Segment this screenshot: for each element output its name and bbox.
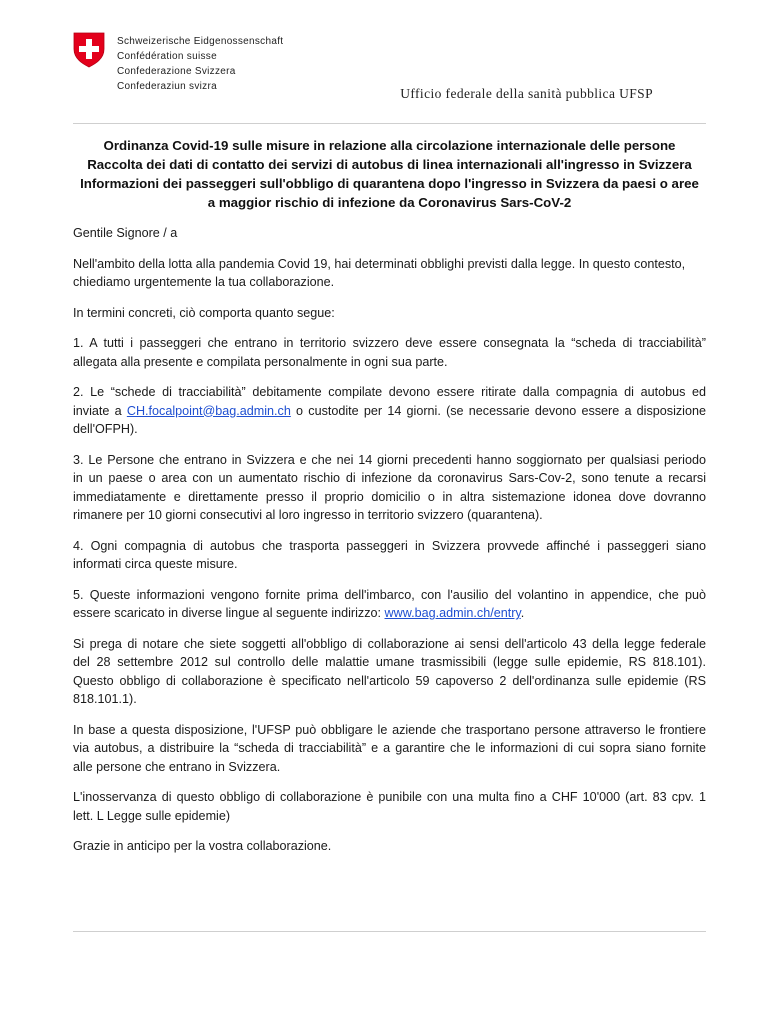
text-segment: . [520, 606, 525, 620]
paragraph-disposition [73, 721, 706, 777]
focalpoint-email-link[interactable]: CH.focalpoint@bag.admin.ch [126, 403, 291, 418]
paragraph-point-4 [73, 537, 706, 574]
paragraph-line: 1. A tutti i passeggeri che entrano in territorio svizzero deve essere consegnata la “scheda di tracciabilità” [73, 336, 706, 350]
text-segment: inviate a [73, 403, 127, 418]
paragraph-line: Si prega di notare che siete soggetti all'obbligo di collaborazione ai sensi dell'articolo 43 della legge federale [73, 636, 706, 651]
paragraph-line: chiediamo urgentemente la tua collaborazione. [73, 275, 335, 289]
paragraph-line: Questo obbligo di collaborazione è specificato nell'articolo 59 capoverso 2 dell'ordinanza sulle epidemie (RS [73, 673, 706, 688]
paragraph-line: Nell'ambito della lotta alla pandemia Covid 19, hai determinati obblighi previsti dalla legge. In questo contesto, [73, 256, 686, 271]
paragraph-line: 2. Le “schede di tracciabilità” debitamente compilate devono essere ritirate dalla compagnia di autobus ed [73, 385, 706, 399]
federal-administration-names [117, 34, 283, 94]
paragraph-legal-basis [73, 635, 706, 709]
title-line: Informazioni dei passeggeri sull'obbligo di quarantena dopo l'ingresso in Svizzera da paesi o aree [80, 176, 699, 191]
paragraph-line: 3. Le Persone che entrano in Svizzera e che nei 14 giorni precedenti hanno soggiornato per qualsiasi periodo [73, 452, 706, 467]
greeting [73, 224, 706, 243]
paragraph-line: in un paese o area con un aumentato rischio di infezione da coronavirus Sars-Cov-2, sono tenute a recarsi [73, 471, 706, 485]
text-segment: o custodite per 14 giorni. (se necessarie devono essere a disposizione [290, 403, 706, 418]
paragraph-line: via autobus, a distribuire la “scheda di tracciabilità” e a garantire che le informazioni di cui sopra siano fornite [73, 741, 706, 755]
paragraph-line: alle persone che entrano in Svizzera. [73, 759, 281, 774]
footer-divider [73, 931, 706, 932]
greeting-text: Gentile Signore / a [73, 226, 178, 240]
paragraph-line: L'inosservanza di questo obbligo di collaborazione è punibile con una multa fino a CHF 10'000 (art. 83 cpv. 1 [73, 790, 706, 804]
paragraph-line: lett. L Legge sulle epidemie) [73, 808, 231, 823]
header-divider [73, 123, 706, 124]
paragraph-penalty [73, 788, 706, 825]
paragraph-line: 818.101.1). [73, 692, 137, 706]
paragraph-line: In base a questa disposizione, l'UFSP può obbligare le aziende che trasportano persone attraverso le frontiere [73, 722, 706, 737]
admin-name-fr: Confédération suisse [117, 51, 217, 62]
paragraph-point-2 [73, 383, 706, 439]
bag-entry-link[interactable]: www.bag.admin.ch/entry [384, 606, 521, 620]
admin-name-rm: Confederaziun svizra [117, 81, 217, 92]
paragraph-line: del 28 settembre 2012 sul controllo delle malattie umane trasmissibili (legge sulle epidemie, RS 818.101). [73, 655, 706, 669]
paragraph-line: immediatamente e direttamente presso il proprio domicilio o in altra sistemazione idonea dove dovranno [73, 489, 706, 504]
office-name: Ufficio federale della sanità pubblica UFSP [400, 86, 653, 101]
paragraph-line [73, 604, 706, 623]
letter-body [73, 224, 706, 856]
closing-text: Grazie in anticipo per la vostra collaborazione. [73, 839, 332, 853]
paragraph-point-3 [73, 451, 706, 525]
document-title [73, 136, 706, 212]
paragraph-line: In termini concreti, ciò comporta quanto segue: [73, 305, 335, 320]
paragraph-line [73, 402, 706, 421]
title-line: a maggior rischio di infezione da Coronavirus Sars-CoV-2 [207, 195, 572, 210]
paragraph-line: 5. Queste informazioni vengono fornite prima dell'imbarco, con l'ausilio del volantino in appendice, che può [73, 587, 706, 602]
title-line: Raccolta dei dati di contatto dei servizi di autobus di linea internazionali all'ingresso in Svizzera [87, 157, 692, 172]
paragraph-concrete [73, 304, 706, 323]
text-segment: essere scaricato in diverse lingue al seguente indirizzo: [73, 606, 385, 620]
title-line: Ordinanza Covid-19 sulle misure in relazione alla circolazione internazionale delle persone [103, 138, 676, 153]
paragraph-line: allegata alla presente e compilata personalmente in ogni sua parte. [73, 354, 448, 369]
paragraph-line: informati circa queste misure. [73, 557, 238, 571]
paragraph-point-1 [73, 334, 706, 371]
paragraph-line: rimanere per 10 giorni consecutivi al loro ingresso in territorio svizzero (quarantena). [73, 508, 543, 522]
paragraph-line: 4. Ogni compagnia di autobus che trasporta passeggeri in Svizzera provvede affinché i passeggeri siano [73, 538, 706, 553]
paragraph-line: dell'OFPH). [73, 422, 138, 436]
swiss-cross-crest-icon [73, 32, 105, 68]
closing [73, 837, 706, 856]
admin-name-de: Schweizerische Eidgenossenschaft [117, 36, 284, 47]
paragraph-intro [73, 255, 706, 292]
paragraph-point-5 [73, 586, 706, 623]
admin-name-it: Confederazione Svizzera [117, 66, 236, 77]
